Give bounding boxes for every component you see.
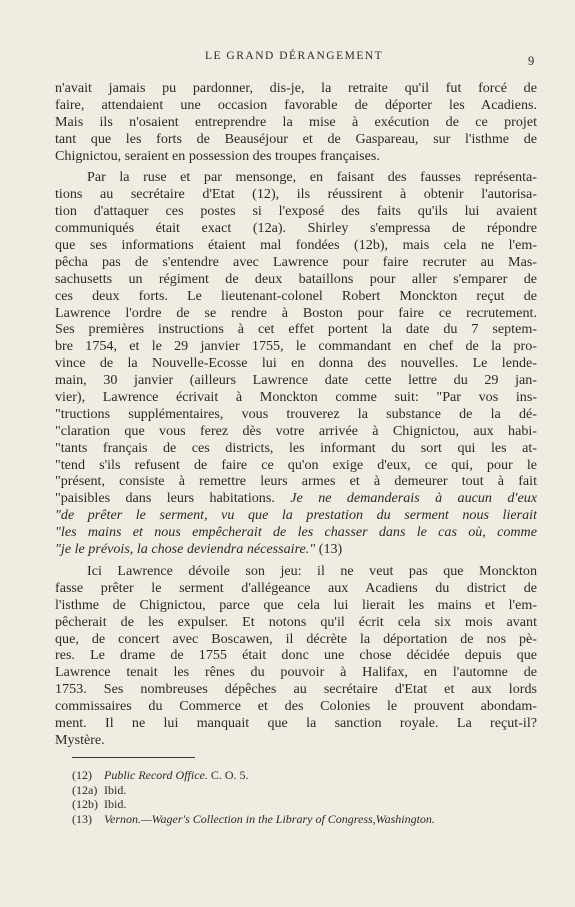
text-line: Mais ils n'osaient entreprendre la mise à exécution de ce projet: [55, 113, 537, 130]
footnote-number: (12a): [72, 782, 98, 797]
text-line: "tructions supplémentaires, vous trouverez la substance de la dé-: [55, 405, 537, 422]
text-line: sachusetts un régiment de deux bataillons pour aller s'emparer de: [55, 270, 537, 287]
footnote-number: (12b): [72, 797, 98, 811]
running-title: LE GRAND DÉRANGEMENT: [205, 50, 384, 62]
text-line: n'avait jamais pu pardonner, dis-je, la retraite qu'il fut forcé de: [55, 80, 537, 96]
text-line: Lawrence tenait les rênes du pouvoir à Halifax, en l'automne de: [55, 664, 537, 681]
text-line: ces deux forts. Le lieutenant-colonel Robert Monckton reçut de: [55, 287, 537, 304]
footnote-text: Ibid.: [104, 782, 127, 797]
page-number: 9: [528, 54, 535, 68]
page-header: [0, 50, 575, 68]
footnote-text: C. O. 5.: [207, 768, 249, 782]
footnotes: [72, 768, 542, 826]
footnote-divider: [72, 757, 195, 758]
text-line: commissaires du Commerce et des Colonies le prouvent abondam-: [55, 698, 537, 715]
text-line: 1753. Ses nombreuses dépêches au secrétaire d'Etat et aux lords: [55, 681, 537, 698]
footnote-source: Vernon.—Wager's Collection in the Library of Congress,Washington.: [104, 811, 435, 826]
text-line: bre 1754, et le 29 janvier 1755, le commandant en chef de la pro-: [55, 338, 537, 355]
body-text: [55, 80, 537, 749]
text-line-with-italic: [55, 490, 537, 507]
text-line: que ses informations étaient mal fondées (12b), mais cela ne l'em-: [55, 237, 537, 254]
text-line: main, 30 janvier (ailleurs Lawrence date cette lettre du 29 jan-: [55, 372, 537, 389]
footnote: [72, 768, 542, 783]
text-line: faire, attendaient une occasion favorable de déporter les Acadiens.: [55, 96, 537, 113]
text-line: "présent, consiste à remettre leurs armes et à demeurer tout à fait: [55, 473, 537, 490]
text-line: Lawrence l'ordre de se rendre à Boston pour faire ce recrutement.: [55, 304, 537, 321]
text-line: vince de la Nouvelle-Ecosse lui en donna des nouvelles. Le lende-: [55, 355, 537, 372]
footnote: [72, 797, 542, 812]
text-line: communiqués était exact (12a). Shirley s'empressa de répondre: [55, 220, 537, 237]
footnote-text: Ibid.: [104, 797, 127, 811]
text-line-italic: "de prêter le serment, vu que la prestation du serment nous lierait: [55, 507, 537, 524]
text-line: tant que les forts de Beauséjour et de Gaspareau, sur l'isthme de: [55, 130, 537, 147]
text-line: que, de concert avec Boscawen, il décrète la déportation de nos pè-: [55, 630, 537, 647]
footnote-number: (13): [72, 811, 92, 826]
text-line: Chignictou, seraient en possession des troupes françaises.: [55, 147, 380, 164]
text-line: Mystère.: [55, 731, 105, 748]
text-line-with-ref: [55, 541, 537, 558]
footnote-ref: (13): [318, 541, 343, 558]
text-line: "tants français de ces districts, les informant du sort qui les at-: [55, 439, 537, 456]
text-line: "claration que vous ferez dès votre arrivée à Chignictou, aux habi-: [55, 422, 537, 439]
text-line: tions au secrétaire d'Etat (12), ils réussirent à obtenir l'autorisa-: [55, 186, 537, 203]
footnote: [72, 783, 542, 798]
text-line: Ses premières instructions à cet effet portent la date du 7 septem-: [55, 321, 537, 338]
text-line: Par la ruse et par mensonge, en faisant des fausses représenta-: [87, 169, 537, 186]
footnote-source: Public Record Office.: [104, 768, 208, 782]
text-line: tion d'attaquer ces postes si l'exposé des faits qu'ils lui avaient: [55, 203, 537, 220]
footnote-number: (12): [72, 768, 92, 782]
text-line: fasse prêter le serment d'allégeance aux Acadiens du district de: [55, 579, 537, 596]
italic-quote: Je ne demanderais à aucun d'eux: [290, 490, 537, 507]
text-line: l'isthme de Chignictou, parce que cela lui lierait les mains et l'em-: [55, 596, 537, 613]
text-line: res. Le drame de 1755 était donc une chose décidée depuis que: [55, 647, 537, 664]
quote-text: "paisibles dans leurs habitations.: [55, 490, 275, 507]
italic-quote-end: "je le prévois, la chose deviendra nécessaire.": [55, 541, 316, 558]
text-line: vier), Lawrence écrivait à Monckton comme suit: "Par vos ins-: [55, 389, 537, 406]
text-line: pêcherait de les expulser. Et notons qu'il écrit cela six mois avant: [55, 613, 537, 630]
text-line: Ici Lawrence dévoile son jeu: il ne veut pas que Monckton: [87, 562, 537, 579]
text-line: ment. Il ne lui manquait que la sanction royale. La reçut-il?: [55, 714, 537, 731]
text-line-italic: "les mains et nous empêcherait de les chasser dans le cas où, comme: [55, 524, 537, 541]
text-line: "tend s'ils refusent de faire ce qu'on exige d'eux, ce qui, pour le: [55, 456, 537, 473]
footnote: [72, 812, 542, 827]
text-line: pêcha pas de s'entendre avec Lawrence pour faire recruter au Mas-: [55, 253, 537, 270]
